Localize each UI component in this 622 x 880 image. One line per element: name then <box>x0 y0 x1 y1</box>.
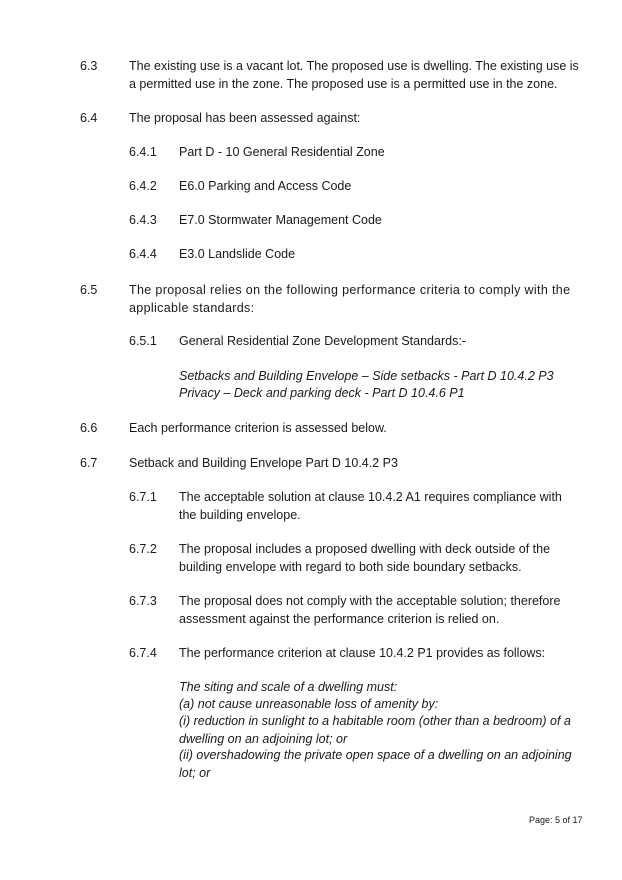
subsection-text: The performance criterion at clause 10.4.2 P1 provides as follows: <box>179 646 546 660</box>
subsection-number: 6.4.2 <box>129 179 157 193</box>
section-number: 6.4 <box>80 111 98 125</box>
quoted-criterion-line: (i) reduction in sunlight to a habitable room (other than a bedroom) of a dwelling on an adjoining lot; or <box>179 714 571 746</box>
subsection-number: 6.4.4 <box>129 247 157 261</box>
section-text: Each performance criterion is assessed below. <box>129 421 387 435</box>
quoted-criterion-line: The siting and scale of a dwelling must: <box>179 680 398 694</box>
subsection-number: 6.4.1 <box>129 145 157 159</box>
page-number: Page: 5 of 17 <box>529 815 583 825</box>
standard-item: Privacy – Deck and parking deck - Part D 10.4.6 P1 <box>179 386 465 400</box>
subsection-text: The acceptable solution at clause 10.4.2 A1 requires compliance with the building envelope. <box>179 490 562 522</box>
quoted-criterion-line: (ii) overshadowing the private open space of a dwelling on an adjoining lot; or <box>179 748 572 780</box>
section-number: 6.7 <box>80 456 98 470</box>
section-number: 6.3 <box>80 59 98 73</box>
subsection-text: Part D - 10 General Residential Zone <box>179 145 385 159</box>
subsection-number: 6.7.2 <box>129 542 157 556</box>
section-text: The proposal has been assessed against: <box>129 111 361 125</box>
subsection-number: 6.7.1 <box>129 490 157 504</box>
subsection-text: The proposal does not comply with the acceptable solution; therefore assessment against the performance criterion is relied on. <box>179 594 561 626</box>
standard-item: Setbacks and Building Envelope – Side setbacks - Part D 10.4.2 P3 <box>179 369 554 383</box>
subsection-text: E6.0 Parking and Access Code <box>179 179 352 193</box>
subsection-text: General Residential Zone Development Standards:- <box>179 334 466 348</box>
subsection-text: The proposal includes a proposed dwelling with deck outside of the building envelope with regard to both side boundary setbacks. <box>179 542 551 574</box>
subsection-number: 6.7.4 <box>129 646 157 660</box>
subsection-text: E3.0 Landslide Code <box>179 247 296 261</box>
subsection-number: 6.4.3 <box>129 213 157 227</box>
quoted-criterion-line: (a) not cause unreasonable loss of amenity by: <box>179 697 439 711</box>
subsection-number: 6.7.3 <box>129 594 157 608</box>
subsection-number: 6.5.1 <box>129 334 157 348</box>
section-text: The proposal relies on the following performance criteria to comply with the applicable standards: <box>129 283 571 315</box>
section-text: The existing use is a vacant lot. The proposed use is dwelling. The existing use is a permitted use in the zone. The proposed use is a permitted use in the zone. <box>129 59 579 91</box>
section-number: 6.5 <box>80 283 98 297</box>
section-text: Setback and Building Envelope Part D 10.4.2 P3 <box>129 456 398 470</box>
subsection-text: E7.0 Stormwater Management Code <box>179 213 382 227</box>
section-number: 6.6 <box>80 421 98 435</box>
